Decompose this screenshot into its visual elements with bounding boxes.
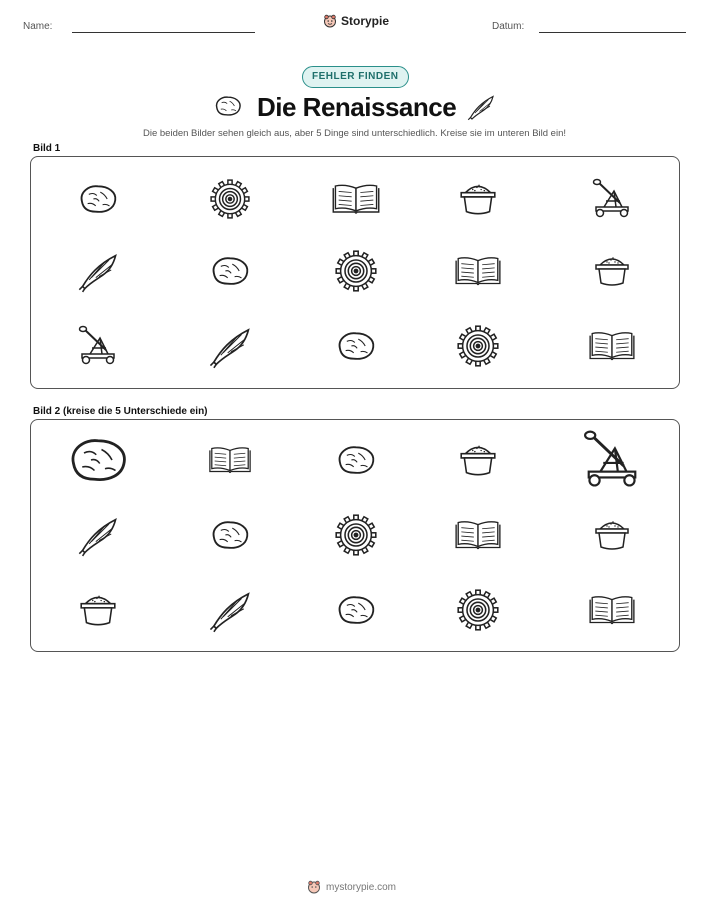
catapult-icon xyxy=(580,428,644,492)
picture1-item xyxy=(76,324,120,368)
bowl-icon xyxy=(592,251,632,291)
picture2-item[interactable] xyxy=(333,587,379,633)
wing-icon xyxy=(76,249,120,293)
rock-icon xyxy=(63,425,133,495)
gear-icon xyxy=(456,588,500,632)
rock-icon xyxy=(207,512,253,558)
gear-icon xyxy=(334,513,378,557)
rock-icon xyxy=(75,176,121,222)
picture1-item xyxy=(76,249,120,293)
book-icon xyxy=(453,246,503,296)
picture2-item[interactable] xyxy=(63,425,133,495)
bowl-icon xyxy=(457,178,499,220)
bowl-icon xyxy=(457,439,499,481)
wing-icon xyxy=(207,587,253,633)
picture1-item xyxy=(590,177,634,221)
picture2-label: Bild 2 (kreise die 5 Unterschiede ein) xyxy=(33,406,208,417)
bowl-icon xyxy=(592,515,632,555)
picture2-item[interactable] xyxy=(456,588,500,632)
catapult-icon xyxy=(76,324,120,368)
picture1-item xyxy=(207,248,253,294)
picture1-item xyxy=(209,178,251,220)
instructions: Die beiden Bilder sehen gleich aus, aber 5 Dinge sind unterschiedlich. Kreise sie im unteren Bild ein! xyxy=(143,128,566,139)
picture1-item xyxy=(330,173,382,225)
wing-icon xyxy=(207,323,253,369)
picture2-item[interactable] xyxy=(76,513,120,557)
rock-icon xyxy=(333,587,379,633)
picture1-item xyxy=(333,323,379,369)
catapult-icon xyxy=(590,177,634,221)
picture2-item[interactable] xyxy=(207,587,253,633)
picture2-item[interactable] xyxy=(453,510,503,560)
book-icon xyxy=(207,437,253,483)
picture1-item xyxy=(207,323,253,369)
picture1-item xyxy=(587,321,637,371)
rock-icon xyxy=(333,323,379,369)
title-right-icon xyxy=(466,92,496,127)
title-left-icon xyxy=(212,93,244,124)
rock-icon xyxy=(207,248,253,294)
picture1-item xyxy=(334,249,378,293)
date-label: Datum: xyxy=(492,21,525,32)
picture1-item xyxy=(457,178,499,220)
picture1-label: Bild 1 xyxy=(33,143,61,154)
picture1-item xyxy=(75,176,121,222)
storypie-logo-icon xyxy=(307,880,321,894)
gear-icon xyxy=(334,249,378,293)
storypie-logo-icon xyxy=(323,14,337,28)
picture1-item xyxy=(456,324,500,368)
wing-icon xyxy=(76,513,120,557)
picture2-item[interactable] xyxy=(592,515,632,555)
gear-icon xyxy=(456,324,500,368)
book-icon xyxy=(330,173,382,225)
picture2-item[interactable] xyxy=(580,428,644,492)
rock-icon xyxy=(212,93,244,119)
rock-icon xyxy=(333,437,379,483)
picture2-item[interactable] xyxy=(457,439,499,481)
gear-icon xyxy=(209,178,251,220)
name-label: Name: xyxy=(23,21,53,32)
name-field[interactable] xyxy=(72,32,255,33)
picture2-item[interactable] xyxy=(77,589,119,631)
page-title: Die Renaissance xyxy=(257,92,457,122)
book-icon xyxy=(587,585,637,635)
date-field[interactable] xyxy=(539,32,686,33)
footer-site[interactable]: mystorypie.com xyxy=(326,881,397,893)
book-icon xyxy=(453,510,503,560)
picture1-item xyxy=(592,251,632,291)
picture1-item xyxy=(453,246,503,296)
picture2-item[interactable] xyxy=(207,512,253,558)
brand-name: Storypie xyxy=(341,14,390,28)
picture2-item[interactable] xyxy=(207,437,253,483)
brand-logo xyxy=(323,14,389,28)
footer xyxy=(307,880,396,894)
picture2-item[interactable] xyxy=(333,437,379,483)
wing-icon xyxy=(466,92,496,122)
book-icon xyxy=(587,321,637,371)
picture2-item[interactable] xyxy=(334,513,378,557)
activity-badge: FEHLER FINDEN xyxy=(302,66,409,88)
bowl-icon xyxy=(77,589,119,631)
picture2-item[interactable] xyxy=(587,585,637,635)
